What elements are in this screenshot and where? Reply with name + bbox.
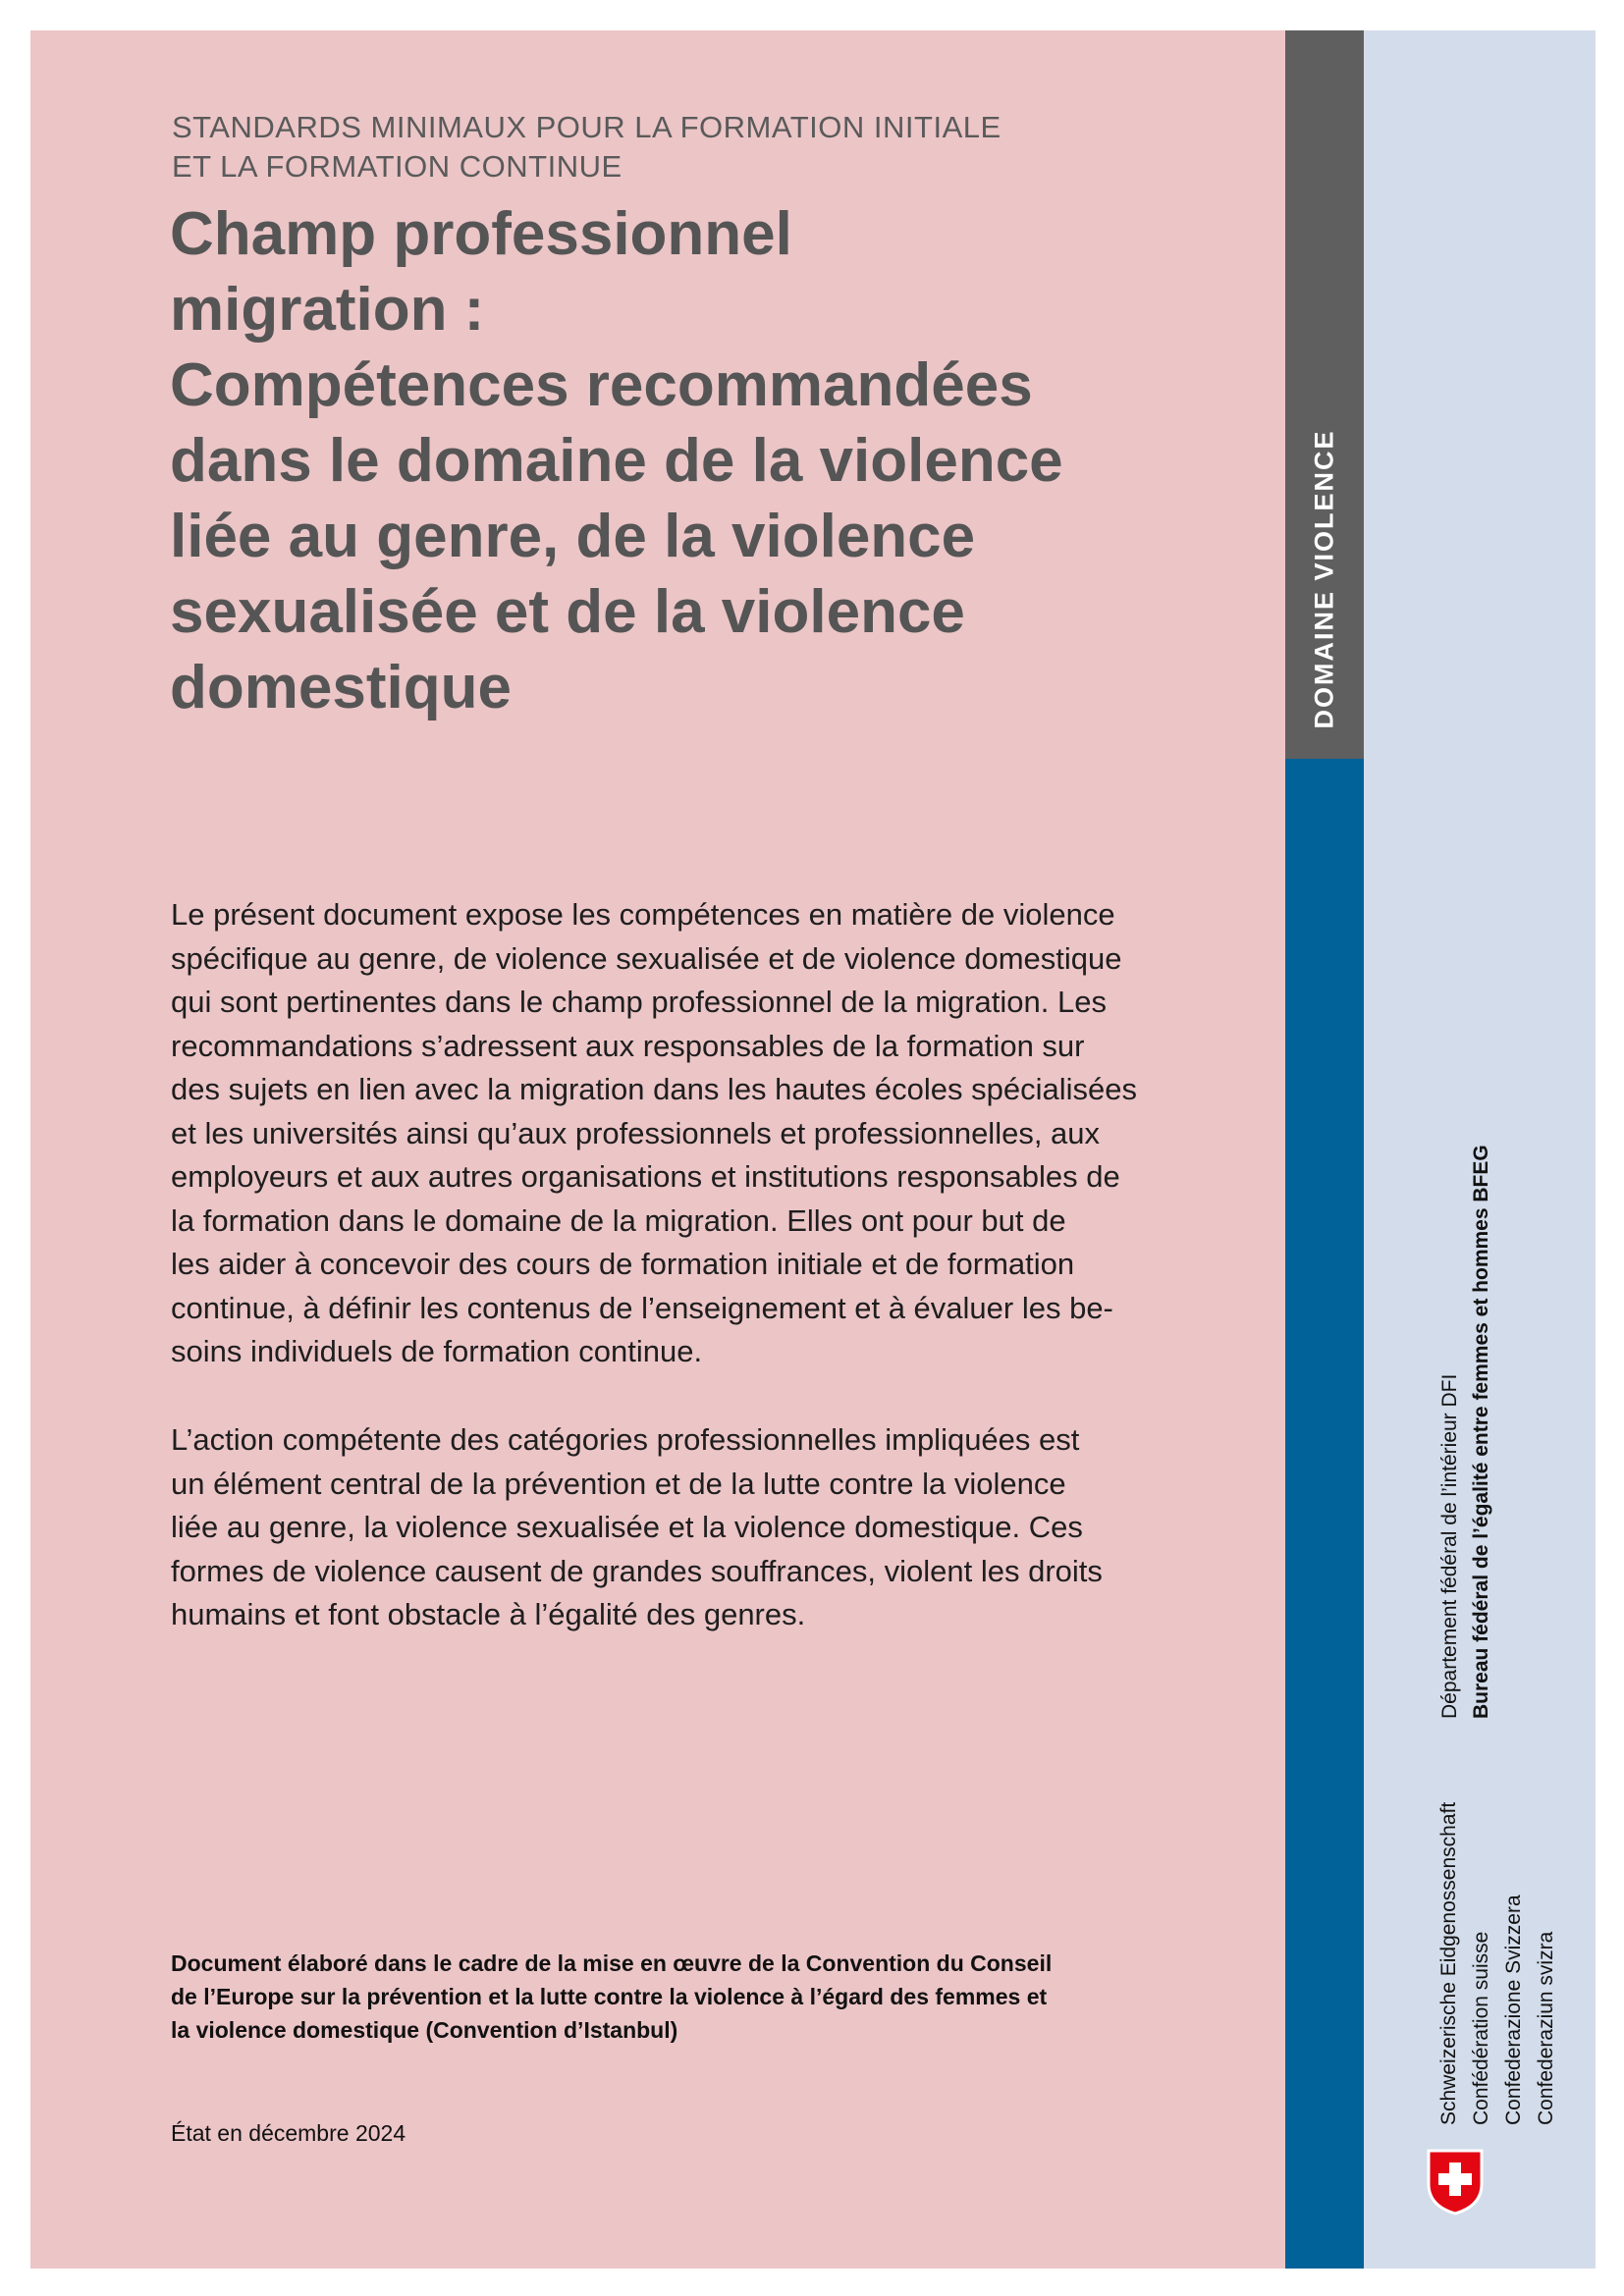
paragraph-line: humains et font obstacle à l’égalité des genres. (171, 1597, 806, 1631)
intro-paragraph (171, 893, 1153, 1374)
paragraph-line: les aider à concevoir des cours de formation initiale et de formation (171, 1247, 1075, 1281)
confederation-line: Confederaziun svizra (1535, 1931, 1557, 2125)
accent-band (1285, 759, 1364, 2269)
paragraph-line: la formation dans le domaine de la migration. Elles ont pour but de (171, 1202, 1066, 1238)
paragraph-line: qui sont pertinentes dans le champ professionnel de la migration. Les (171, 985, 1107, 1019)
note-line: la violence domestique (Convention d’Istanbul) (171, 2017, 678, 2043)
paragraph-line: Le présent document expose les compétences en matière de violence (171, 897, 1115, 932)
paragraph-line: et les universités ainsi qu’aux professionnels et professionnelles, aux (171, 1115, 1101, 1150)
title-line: domestique (170, 654, 512, 721)
confederation-line: Confederazione Svizzera (1502, 1895, 1525, 2125)
overline-line: ET LA FORMATION CONTINUE (172, 149, 623, 184)
title-line: Champ professionnel (170, 200, 792, 268)
swiss-crest-icon (1424, 2145, 1487, 2217)
note-line: de l’Europe sur la prévention et la lutte contre la violence à l’égard des femmes et (171, 1984, 1048, 2009)
paragraph-line: continue, à définir les contenus de l’enseignement et à évaluer les be- (171, 1290, 1113, 1325)
paragraph-line: formes de violence causent de grandes souffrances, violent les droits (171, 1553, 1103, 1588)
overline-line: STANDARDS MINIMAUX POUR LA FORMATION INITIALE (172, 110, 1001, 144)
category-label: DOMAINE VIOLENCE (1309, 429, 1339, 729)
status-date: État en décembre 2024 (171, 2120, 406, 2146)
confederation-line: Confédération suisse (1470, 1931, 1492, 2125)
title-line: Compétences recommandées (170, 351, 1033, 419)
title-line: migration : (170, 276, 485, 344)
paragraph-line: spécifique au genre, de violence sexualisée et de violence domestique (171, 940, 1122, 976)
title-line: liée au genre, de la violence (170, 503, 976, 570)
paragraph-line: soins individuels de formation continue. (171, 1334, 703, 1368)
paragraph-line: des sujets en lien avec la migration dans les hautes écoles spécialisées (171, 1072, 1137, 1106)
note-line: Document élaboré dans le cadre de la mise en œuvre de la Convention du Conseil (171, 1950, 1053, 1976)
office-name: Bureau fédéral de l’égalité entre femmes et hommes BFEG (1470, 1145, 1492, 1719)
title-line: sexualisée et de la violence (170, 578, 965, 646)
department-block (1435, 1122, 1501, 1719)
department-name: Département fédéral de l’intérieur DFI (1438, 1373, 1461, 1719)
paragraph-line: employeurs et aux autres organisations et institutions responsables de (171, 1159, 1120, 1194)
istanbul-convention-note (171, 1947, 1153, 2047)
confederation-line: Schweizerische Eidgenossenschaft (1437, 1801, 1460, 2125)
page-title (170, 196, 1250, 725)
second-paragraph (171, 1418, 1153, 1637)
paragraph-line: un élément central de la prévention et de la lutte contre la violence (171, 1466, 1066, 1501)
paragraph-line: L’action compétente des catégories professionnelles impliquées est (171, 1422, 1080, 1457)
overline (172, 108, 1154, 187)
title-line: dans le domaine de la violence (170, 427, 1063, 495)
paragraph-line: liée au genre, la violence sexualisée et la violence domestique. Ces (171, 1510, 1083, 1544)
confederation-block (1433, 1772, 1562, 2125)
paragraph-line: recommandations s’adressent aux responsables de la formation sur (171, 1028, 1085, 1063)
